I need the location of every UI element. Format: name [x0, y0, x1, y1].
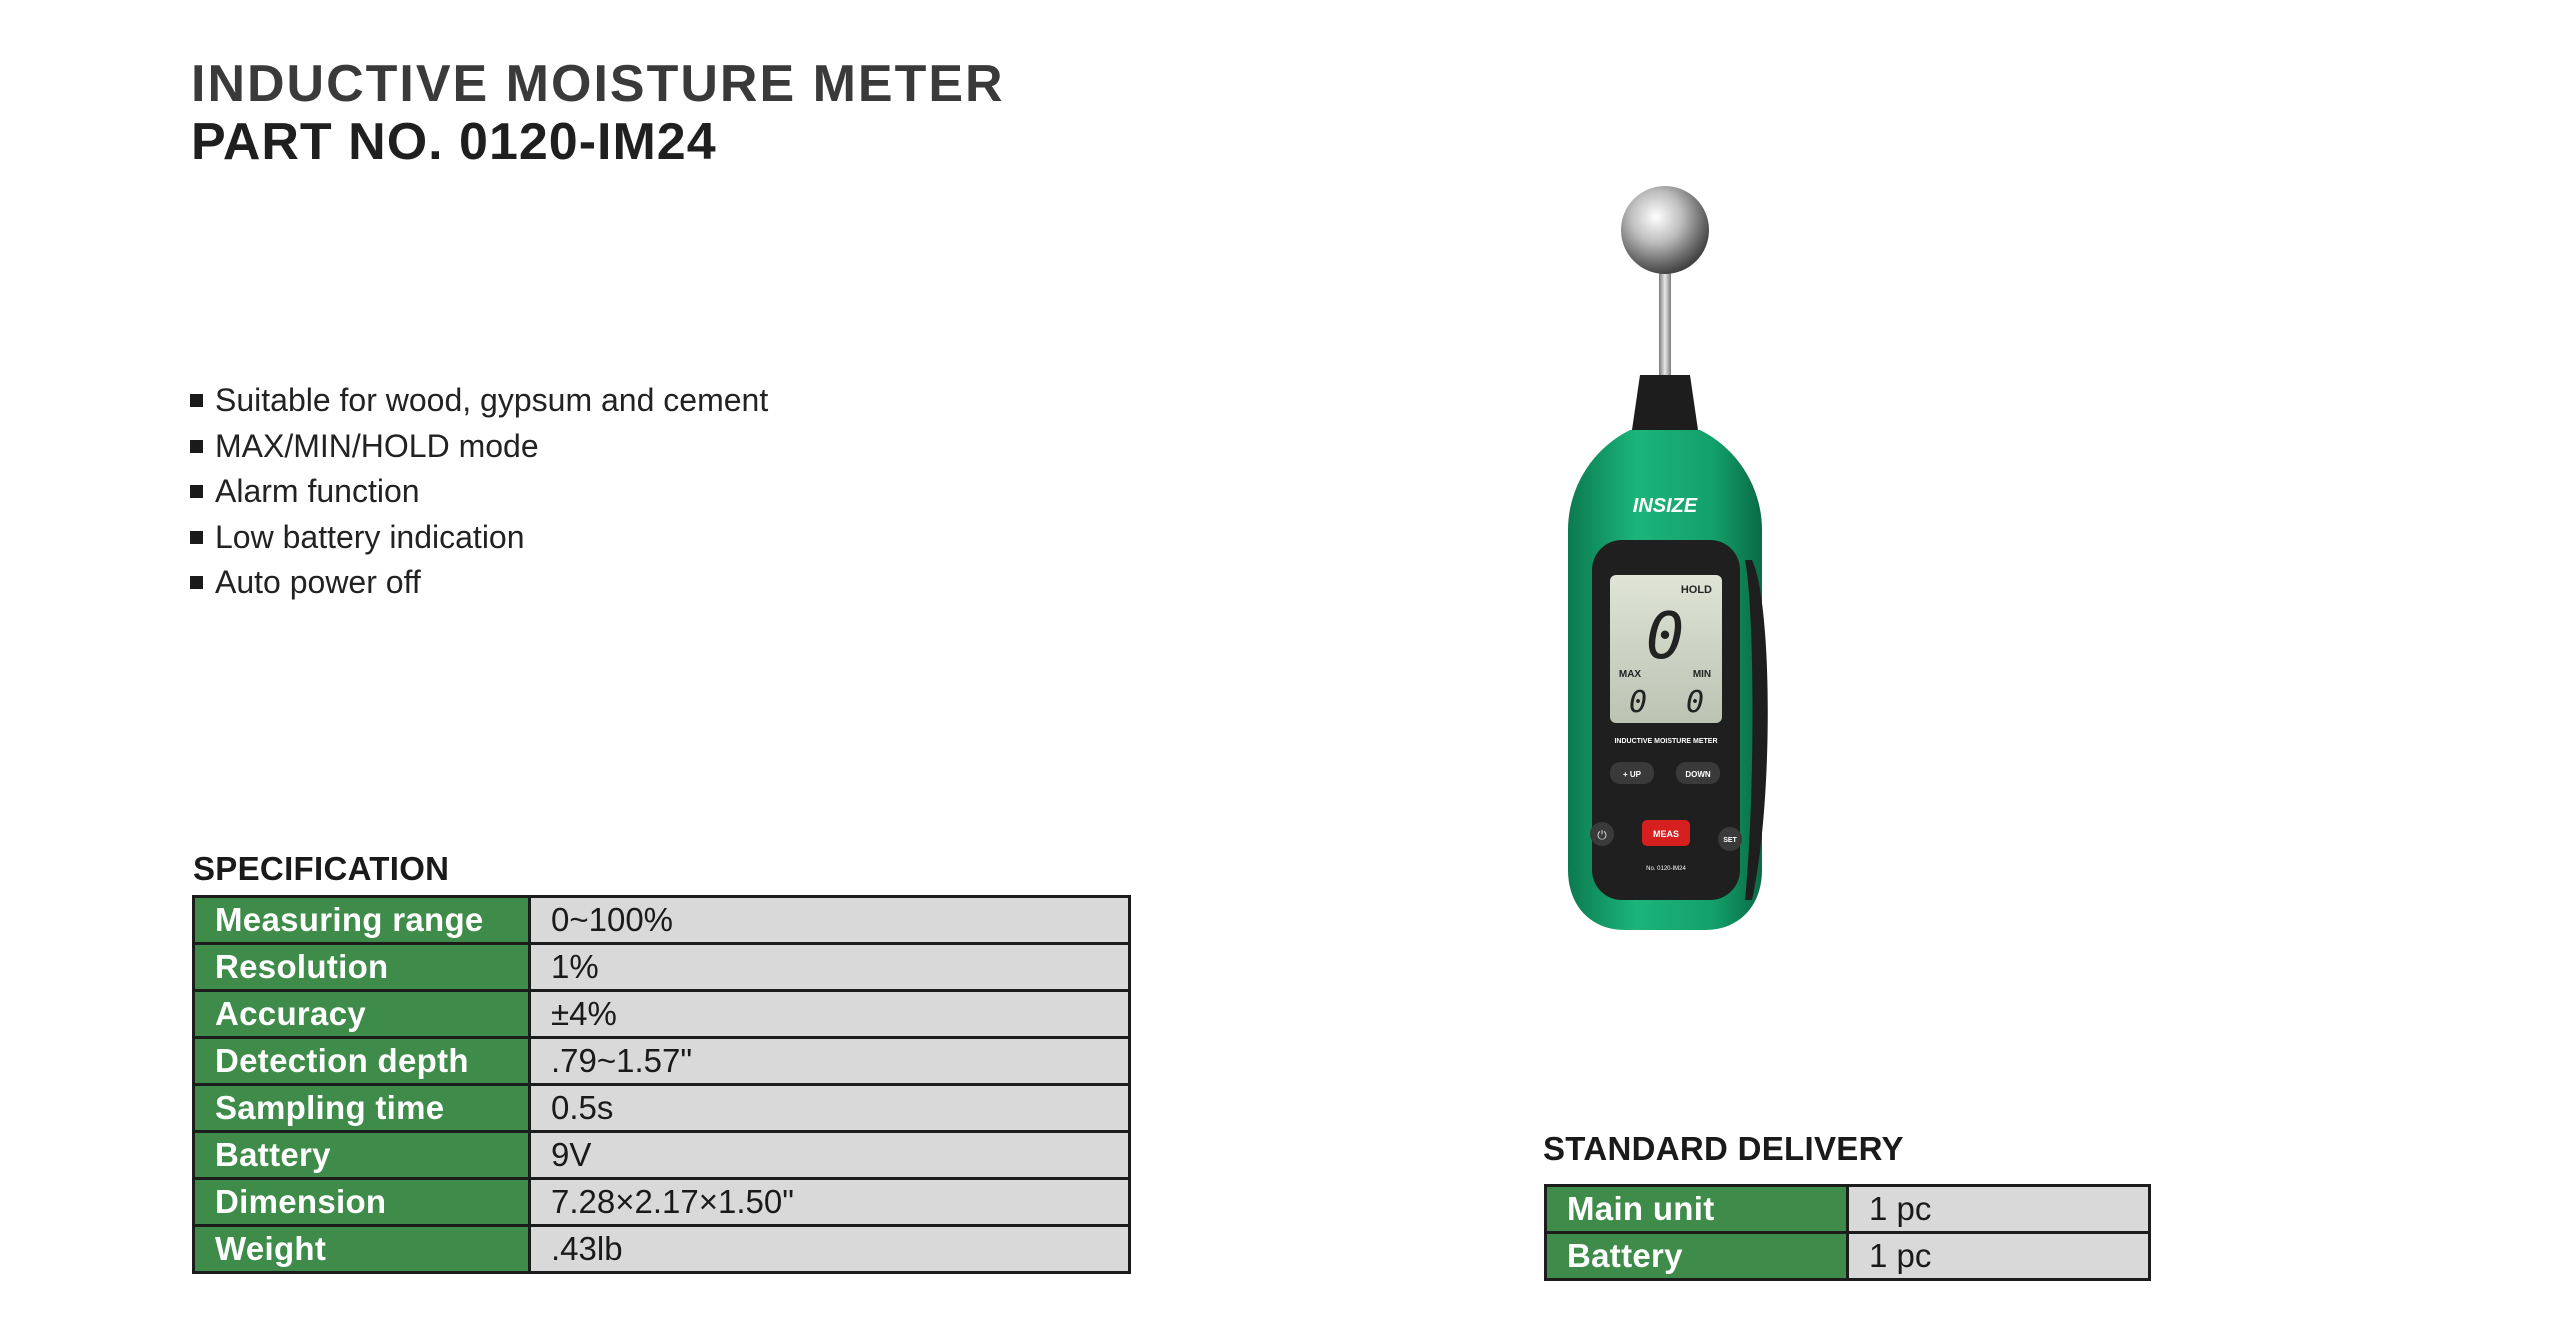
specification-table	[192, 895, 1131, 1274]
title-block	[191, 55, 1005, 171]
table-row	[1546, 1186, 2150, 1233]
spec-value: .43lb	[530, 1226, 1130, 1273]
table-row	[194, 991, 1130, 1038]
feature-item	[190, 560, 768, 606]
spec-value: .79~1.57"	[530, 1038, 1130, 1085]
up-button-label: + UP	[1622, 770, 1642, 779]
spec-label: Resolution	[194, 944, 530, 991]
part-number: PART NO. 0120-IM24	[191, 113, 717, 171]
min-label: MIN	[1692, 669, 1712, 680]
table-row	[194, 1085, 1130, 1132]
table-row	[194, 1038, 1130, 1085]
specification-heading: SPECIFICATION	[193, 850, 450, 887]
set-button-label: SET	[1723, 837, 1737, 844]
device-label: INDUCTIVE MOISTURE METER	[1614, 738, 1718, 745]
probe-collar	[1632, 375, 1698, 430]
delivery-label: Battery	[1546, 1233, 1848, 1280]
bullet-icon	[190, 440, 203, 453]
delivery-label: Main unit	[1546, 1186, 1848, 1233]
spec-value: 9V	[530, 1132, 1130, 1179]
feature-text: Low battery indication	[215, 518, 525, 555]
spec-value: ±4%	[530, 991, 1130, 1038]
delivery-value: 1 pc	[1848, 1186, 2150, 1233]
min-reading: 0	[1685, 685, 1705, 720]
power-icon: ⏻	[1597, 828, 1607, 842]
table-row	[194, 1132, 1130, 1179]
spec-value: 0.5s	[530, 1085, 1130, 1132]
feature-list	[190, 378, 768, 606]
table-row	[194, 1179, 1130, 1226]
product-title: INDUCTIVE MOISTURE METER	[191, 55, 1005, 113]
feature-text: Suitable for wood, gypsum and cement	[215, 382, 769, 418]
probe-ball	[1621, 186, 1709, 274]
max-reading: 0	[1628, 685, 1648, 720]
bullet-icon	[190, 531, 203, 544]
hold-indicator: HOLD	[1680, 584, 1712, 596]
feature-item	[190, 515, 768, 561]
spec-label: Sampling time	[194, 1085, 530, 1132]
table-row	[194, 1226, 1130, 1273]
bullet-icon	[190, 576, 203, 589]
standard-delivery-heading: STANDARD DELIVERY	[1543, 1130, 1904, 1167]
table-row	[194, 944, 1130, 991]
moisture-meter-image	[1540, 180, 1800, 940]
feature-text: MAX/MIN/HOLD mode	[215, 427, 539, 464]
delivery-value: 1 pc	[1848, 1233, 2150, 1280]
max-label: MAX	[1618, 669, 1642, 680]
feature-text: Auto power off	[215, 564, 421, 600]
spec-label: Detection depth	[194, 1038, 530, 1085]
spec-value: 7.28×2.17×1.50"	[530, 1179, 1130, 1226]
feature-text: Alarm function	[215, 473, 420, 509]
spec-label: Battery	[194, 1132, 530, 1179]
table-row	[1546, 1233, 2150, 1280]
spec-label: Dimension	[194, 1179, 530, 1226]
model-number: No. 0120-IM24	[1646, 866, 1686, 872]
bullet-icon	[190, 394, 203, 407]
meas-button-label: MEAS	[1652, 829, 1680, 839]
down-button-label: DOWN	[1685, 770, 1711, 779]
spec-label: Measuring range	[194, 897, 530, 944]
spec-label: Accuracy	[194, 991, 530, 1038]
standard-delivery-table	[1544, 1184, 2151, 1281]
bullet-icon	[190, 485, 203, 498]
spec-label: Weight	[194, 1226, 530, 1273]
main-reading: 0	[1645, 600, 1685, 674]
table-row	[194, 897, 1130, 944]
feature-item	[190, 469, 768, 515]
spec-value: 0~100%	[530, 897, 1130, 944]
brand-logo: INSIZE	[1632, 495, 1698, 517]
feature-item	[190, 378, 768, 424]
feature-item	[190, 424, 768, 470]
spec-value: 1%	[530, 944, 1130, 991]
